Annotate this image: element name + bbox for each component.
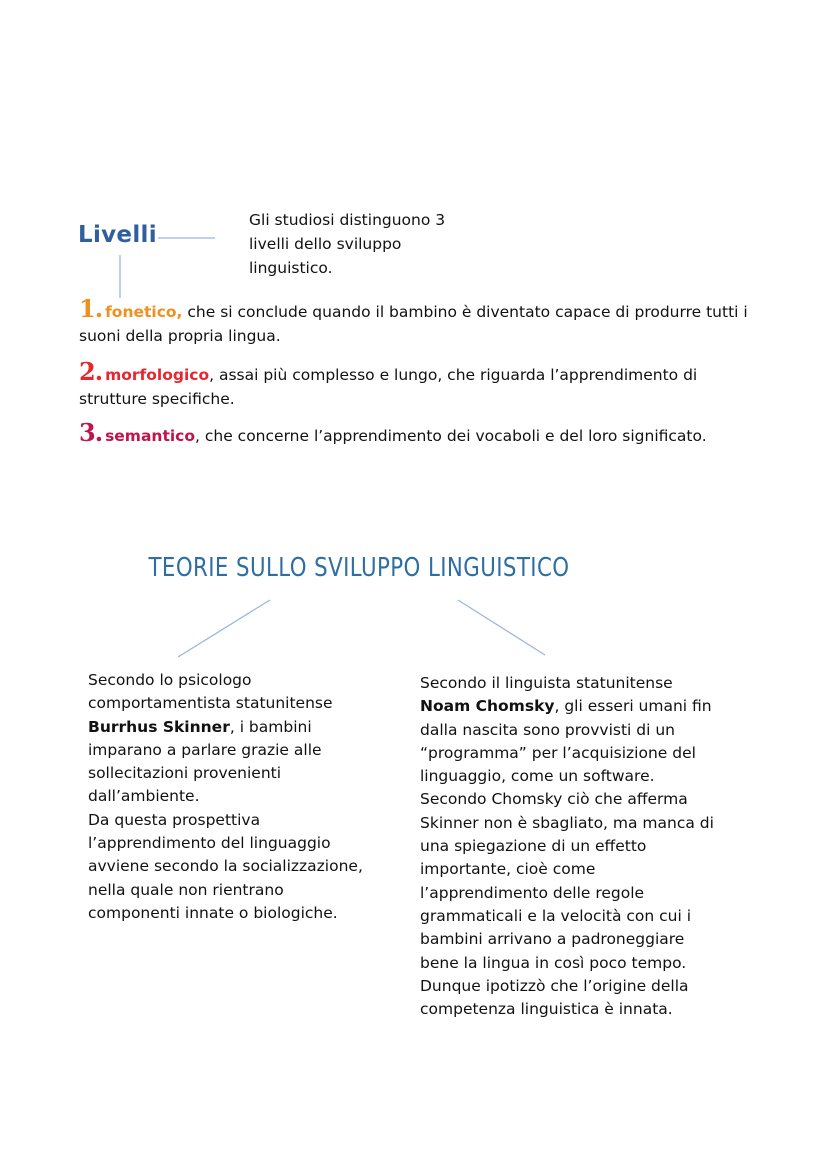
level-number: 2. (79, 357, 103, 386)
level-term: morfologico (105, 366, 210, 384)
theory-right-branch (458, 600, 545, 655)
level-term: fonetico, (105, 303, 183, 321)
level-item-semantico (79, 418, 759, 448)
theory-left-branch (178, 600, 270, 657)
level-number: 3. (79, 418, 103, 447)
livelli-heading: Livelli (78, 222, 157, 248)
skinner-intro: Secondo lo psicologo comportamentista statunitense (88, 671, 333, 713)
level-item-fonetico (79, 294, 759, 348)
skinner-claim: , i bambini imparano a parlare grazie alle sollecitazioni provenienti dall’ambiente. (88, 717, 322, 806)
level-item-morfologico (79, 357, 759, 411)
chomsky-theory-text (420, 672, 720, 1021)
chomsky-name: Noam Chomsky (420, 697, 555, 716)
level-number: 1. (79, 294, 103, 323)
chomsky-intro: Secondo il linguista statunitense (420, 674, 673, 692)
level-term: semantico (105, 427, 196, 445)
skinner-theory-text (88, 669, 363, 925)
theories-title: TEORIE SULLO SVILUPPO LINGUISTICO (148, 553, 570, 583)
skinner-name: Burrhus Skinner (88, 717, 230, 736)
livelli-intro-text: Gli studiosi distinguono 3 livelli dello sviluppo linguistico. (249, 211, 446, 277)
chomsky-perspective: Secondo Chomsky ciò che afferma Skinner non è sbagliato, ma manca di una spiegazione di un effetto importante, cioè come l’apprendimento delle regole grammaticali e la velocità con cui i bambini arrivano a padroneggiare bene la lingua in così poco tempo. Dunque ipotizzò che l’origine della competenza linguistica è innata. (420, 790, 714, 1019)
skinner-perspective: Da questa prospettiva l’apprendimento del linguaggio avviene secondo la socializzazione, nella quale non rientrano componenti innate o biologiche. (88, 810, 363, 922)
level-description: che si conclude quando il bambino è diventato capace di produrre tutti i suoni della propria lingua. (79, 303, 748, 345)
level-description: , assai più complesso e lungo, che riguarda l’apprendimento di strutture specifiche. (79, 366, 698, 408)
chomsky-claim: , gli esseri umani fin dalla nascita sono provvisti di un “programma” per l’acquisizione del linguaggio, come un software. (420, 697, 712, 786)
level-description: , che concerne l’apprendimento dei vocaboli e del loro significato. (195, 427, 707, 445)
